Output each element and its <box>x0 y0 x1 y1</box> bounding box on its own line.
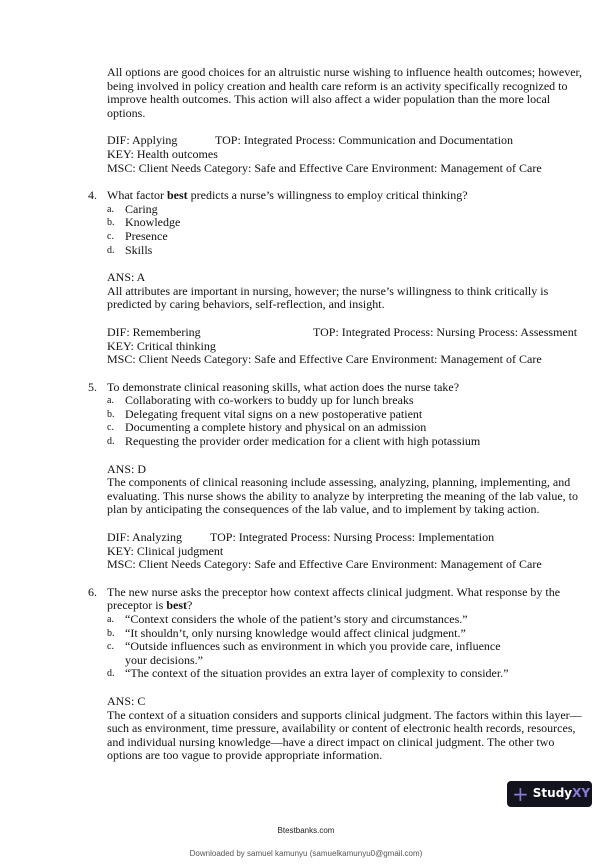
option-text: Skills <box>125 242 153 257</box>
option <box>107 435 588 449</box>
answer: ANS: A <box>107 270 146 285</box>
option-text: Knowledge <box>125 215 181 230</box>
option <box>107 640 588 667</box>
meta-line <box>107 326 588 340</box>
answer: ANS: C <box>107 693 146 708</box>
stem-text: The new nurse asks the preceptor how context affects clinical judgment. What response by the preceptor is <box>107 584 561 613</box>
studyxy-logo[interactable] <box>507 781 592 807</box>
stem-text: predicts a nurse’s willingness to employ critical thinking? <box>187 188 468 203</box>
meta-line <box>107 134 588 148</box>
topic: TOP: Integrated Process: Nursing Process: Assessment <box>313 324 578 339</box>
difficulty: DIF: Remembering <box>107 324 201 339</box>
option <box>107 203 588 217</box>
topic: TOP: Integrated Process: Communication and Documentation <box>215 133 514 148</box>
footer-site: Btestbanks.com <box>277 826 335 835</box>
option <box>107 421 588 435</box>
option <box>107 667 588 681</box>
option-letter: b. <box>107 408 115 420</box>
meta-line <box>107 531 588 545</box>
option-letter: d. <box>107 668 115 680</box>
option <box>107 244 588 258</box>
option-text: “Outside influences such as environment in which you provide care, influence your decisions.” <box>125 639 501 667</box>
question-4 <box>88 189 588 203</box>
rationale: The components of clinical reasoning include assessing, analyzing, planning, implementing, and evaluating. This nurse shows the ability to analyze by interpreting the meaning of the lab value, to plan by anticipating the consequences of the lab value, and to implement by taking action. <box>107 475 578 517</box>
option-letter: d. <box>107 436 115 448</box>
option-text: “It shouldn’t, only nursing knowledge would affect clinical judgment.” <box>125 625 466 640</box>
keyword: KEY: Clinical judgment <box>107 543 224 558</box>
stem-bold: best <box>166 598 187 613</box>
option-letter: b. <box>107 627 115 639</box>
msc: MSC: Client Needs Category: Safe and Effective Care Environment: Management of Care <box>107 557 542 572</box>
brand-name: Study <box>532 786 573 801</box>
option-letter: a. <box>107 395 114 407</box>
option <box>107 216 588 230</box>
option <box>107 408 588 422</box>
option-letter: a. <box>107 614 114 625</box>
stem-text: What factor <box>107 188 167 203</box>
option-letter: b. <box>107 217 115 229</box>
option <box>107 627 588 641</box>
stem-text: ? <box>186 598 193 613</box>
rationale: All options are good choices for an altruistic nurse wishing to influence health outcomes; however, being involved in policy creation and health care reform is an activity specifically recognized to improve health outcomes. This action will also affect a wider population than the more local options. <box>107 65 583 120</box>
document-page <box>88 66 588 763</box>
rationale: The context of a situation considers and supports clinical judgment. The factors within this layer—such as environment, time pressure, availability or content of electronic health records, resources, and individual nursing knowledge—have a direct impact on clinical judgment. The other two options are too vague to provide appropriate information. <box>107 707 582 763</box>
question-6 <box>88 586 588 613</box>
option-text: Collaborating with co-workers to buddy up for lunch breaks <box>125 393 414 408</box>
topic: TOP: Integrated Process: Nursing Process: Implementation <box>210 530 495 545</box>
question-stem: To demonstrate clinical reasoning skills, what action does the nurse take? <box>107 379 460 394</box>
footer-downloaded-by: Downloaded by samuel kamunyu (samuelkamunyu0@gmail.com) <box>189 849 423 858</box>
brand-accent: XY <box>572 786 591 801</box>
stem-bold: best <box>166 188 188 203</box>
option <box>107 394 588 408</box>
rationale: All attributes are important in nursing, however; the nurse’s willingness to think critically is predicted by caring behaviors, self-reflection, and insight. <box>107 283 549 312</box>
question-number: 4. <box>88 188 97 203</box>
option-text: Documenting a complete history and physical on an admission <box>125 420 427 435</box>
difficulty: DIF: Analyzing <box>107 530 182 545</box>
option-text: Requesting the provider order medication for a client with high potassium <box>125 434 481 449</box>
option-text: Caring <box>125 201 158 216</box>
option <box>107 613 588 627</box>
option-text: Delegating frequent vital signs on a new postoperative patient <box>125 406 423 421</box>
option-text: “Context considers the whole of the patient’s story and circumstances.” <box>125 612 468 626</box>
question-stem <box>107 586 588 613</box>
option-text: “The context of the situation provides an extra layer of complexity to consider.” <box>125 666 509 681</box>
question-5 <box>88 381 588 395</box>
msc: MSC: Client Needs Category: Safe and Effective Care Environment: Management of Care <box>107 352 542 367</box>
option-letter: c. <box>107 641 114 653</box>
keyword: KEY: Critical thinking <box>107 338 216 353</box>
option-letter: a. <box>107 203 114 215</box>
plus-icon: + <box>512 782 529 806</box>
question-stem <box>107 189 468 203</box>
option-letter: d. <box>107 244 115 256</box>
msc: MSC: Client Needs Category: Safe and Effective Care Environment: Management of Care <box>107 160 542 175</box>
difficulty: DIF: Applying <box>107 133 178 148</box>
option <box>107 230 588 244</box>
option-letter: c. <box>107 230 114 242</box>
keyword: KEY: Health outcomes <box>107 146 218 161</box>
option-letter: c. <box>107 422 114 434</box>
question-number: 6. <box>88 584 97 599</box>
question-number: 5. <box>88 379 97 394</box>
option-text: Presence <box>125 228 168 243</box>
answer: ANS: D <box>107 461 147 476</box>
